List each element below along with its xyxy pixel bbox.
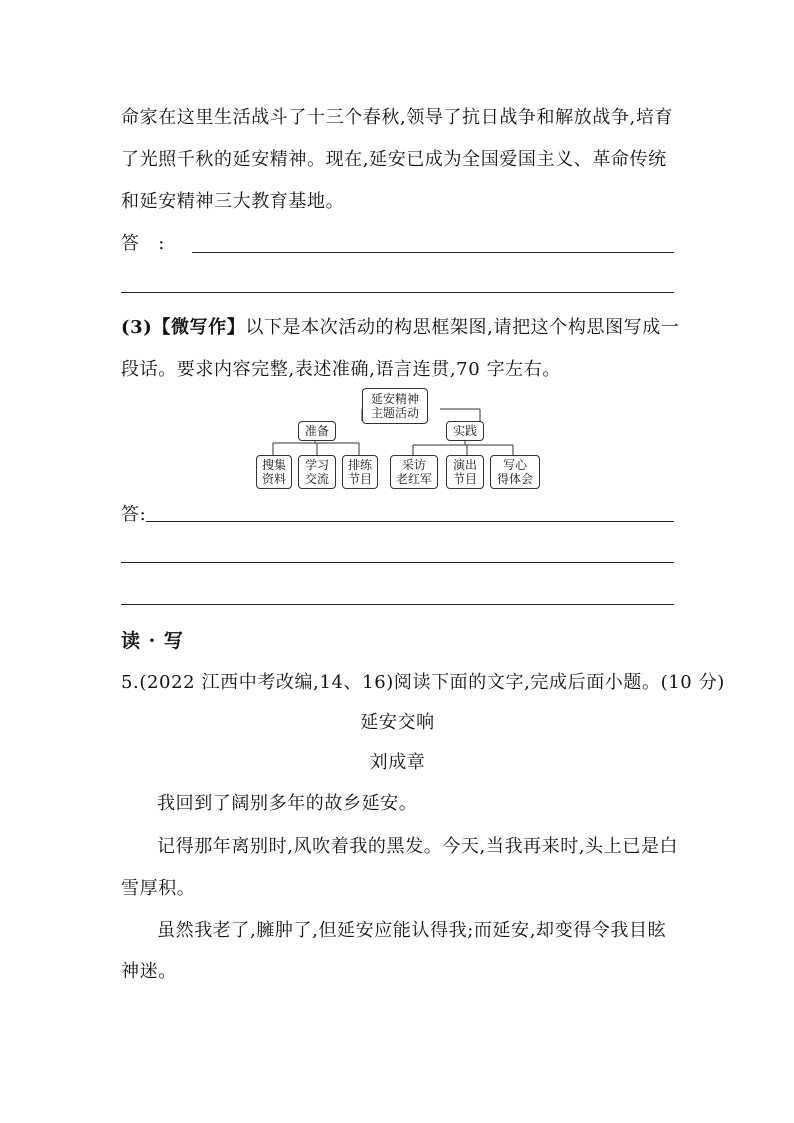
mindmap-branch-practice [446, 421, 484, 441]
node-text: 老红军 [395, 472, 432, 486]
question-tag: 【微写作】 [152, 317, 246, 338]
answer-line[interactable] [121, 604, 674, 605]
article-paragraph: 我回到了阔别多年的故乡延安。 [157, 793, 418, 814]
section-title: 读 · 写 [121, 630, 184, 652]
article-author: 刘成章 [369, 752, 426, 773]
answer-line[interactable] [121, 562, 674, 563]
article-paragraph: 雪厚积。 [121, 878, 196, 899]
node-text: 学习 [304, 458, 329, 472]
mindmap-leaf [490, 455, 540, 489]
article-title: 延安交响 [360, 712, 435, 733]
article-paragraph: 记得那年离别时,风吹着我的黑发。今天,当我再来时,头上已是白 [157, 836, 679, 857]
answer-label: 答: [121, 504, 147, 525]
passage-line: 了光照千秋的延安精神。现在,延安已成为全国爱国主义、革命传统 [121, 149, 667, 170]
node-text: 资料 [261, 472, 286, 486]
passage-line: 和延安精神三大教育基地。 [121, 191, 345, 212]
node-text: 准备 [304, 424, 329, 438]
question-5: 5.(2022 江西中考改编,14、16)阅读下面的文字,完成后面小题。(10 分) [121, 672, 725, 693]
mindmap-root [362, 388, 428, 424]
node-text: 写心 [502, 458, 527, 472]
node-text: 延安精神 [370, 392, 419, 406]
node-text: 演出 [452, 458, 477, 472]
mindmap-leaf [446, 455, 484, 489]
node-text: 采访 [401, 458, 426, 472]
mindmap-diagram [250, 385, 550, 495]
mindmap-leaf [256, 455, 292, 489]
article-paragraph: 神迷。 [121, 961, 177, 982]
node-text: 交流 [304, 472, 329, 486]
answer-label: 答 : [121, 233, 165, 254]
node-text: 节目 [452, 472, 477, 486]
question-3-line [121, 317, 679, 339]
answer-line[interactable] [146, 521, 674, 522]
node-text: 节目 [347, 472, 372, 486]
node-text: 实践 [452, 424, 477, 438]
node-text: 主题活动 [370, 406, 419, 420]
mindmap-leaf [390, 455, 438, 489]
mindmap-branch-prepare [298, 421, 336, 441]
passage-line: 命家在这里生活战斗了十三个春秋,领导了抗日战争和解放战争,培育 [121, 107, 674, 128]
mindmap-leaf [342, 455, 378, 489]
question-text: 以下是本次活动的构思框架图,请把这个构思图写成一 [245, 317, 680, 338]
node-text: 搜集 [261, 458, 286, 472]
question-number: (3) [121, 317, 153, 338]
mindmap-leaf [298, 455, 336, 489]
article-paragraph: 虽然我老了,臃肿了,但延安应能认得我;而延安,却变得令我目眩 [157, 920, 667, 941]
answer-line[interactable] [192, 252, 674, 253]
node-text: 得体会 [496, 472, 533, 486]
question-3-line: 段话。要求内容完整,表述准确,语言连贯,70 字左右。 [121, 359, 561, 380]
answer-line[interactable] [121, 292, 674, 293]
node-text: 排练 [347, 458, 372, 472]
